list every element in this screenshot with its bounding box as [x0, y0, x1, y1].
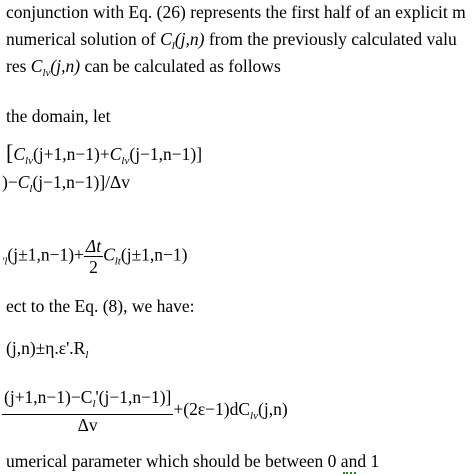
text-line-11	[6, 451, 379, 471]
text-line-11-content: umerical parameter which should be between 0 and 1	[6, 451, 380, 471]
expr-part: (j−1,n−1)]	[129, 144, 203, 164]
expr-part: (j+1,n−1)−C	[4, 387, 93, 407]
expr-jn: (j,n)	[50, 56, 81, 76]
open-bracket: [	[6, 140, 14, 165]
text-line-3	[6, 56, 281, 83]
symbol-C: C	[103, 244, 115, 265]
subscript-lv: lv	[121, 155, 130, 167]
symbol-C: C	[160, 29, 172, 49]
expr-jn: (j,n)	[174, 29, 205, 49]
subscript-lv: lv	[25, 155, 33, 167]
equation-line-6	[2, 172, 130, 199]
text-line-1-content: conjunction with Eq. (26) represents the first half of an explicit m	[6, 2, 466, 22]
expr-part: (j,n)±η.ε'.R	[6, 338, 86, 358]
expr-part: '(j−1,n−1)]	[95, 387, 172, 407]
fraction-difference	[2, 387, 173, 435]
spellcheck-underline	[343, 468, 356, 474]
equation-line-9	[6, 338, 88, 365]
fraction-denominator: 2	[84, 256, 103, 277]
subscript-l: l	[171, 40, 175, 52]
subscript-lt: lt	[114, 255, 121, 268]
fraction-denominator: Δv	[2, 414, 173, 435]
subscript-l: l	[92, 398, 96, 410]
expr-part: )−	[2, 172, 18, 192]
expr-part: (j−1,n−1)]/Δv	[32, 172, 131, 192]
subscript-lv: lv	[250, 410, 258, 423]
subscript-l: l	[29, 183, 33, 195]
text-line-2-start: numerical solution of	[6, 29, 161, 49]
text-line-1	[6, 2, 466, 22]
text-line-4	[6, 106, 111, 126]
subscript-l: l	[4, 255, 8, 268]
subscript-l: l	[85, 349, 89, 361]
expr-part: +(2ε−1)dC	[173, 399, 251, 420]
text-line-2	[6, 29, 457, 56]
equation-line-5	[6, 140, 203, 171]
expr-part: (j±1,n−1)+	[7, 244, 84, 265]
equation-line-10	[2, 387, 288, 435]
expr-part: (j±1,n−1)	[120, 244, 188, 265]
text-line-8-content: ect to the Eq. (8), we have:	[6, 296, 195, 316]
text-line-3-end: can be calculated as follows	[80, 56, 281, 76]
text-line-3-start: res	[6, 56, 31, 76]
text-line-2-end: from the previously calculated valu	[204, 29, 457, 49]
fraction-numerator: Δt	[85, 236, 102, 256]
fraction-dt-2	[84, 236, 103, 277]
text-line-4-content: the domain, let	[6, 106, 111, 126]
subscript-lv: lv	[42, 67, 51, 79]
expr-part: (j+1,n−1)+	[32, 144, 110, 164]
symbol-C: C	[109, 144, 122, 164]
symbol-C: C	[30, 56, 43, 76]
expr-part: (j,n)	[258, 399, 288, 420]
symbol-C: C	[17, 172, 30, 192]
symbol-C: C	[13, 144, 26, 164]
text-line-8	[6, 296, 195, 316]
equation-line-7	[2, 236, 188, 277]
fraction-numerator	[2, 387, 173, 414]
subscript-prime-l: '	[2, 255, 5, 268]
